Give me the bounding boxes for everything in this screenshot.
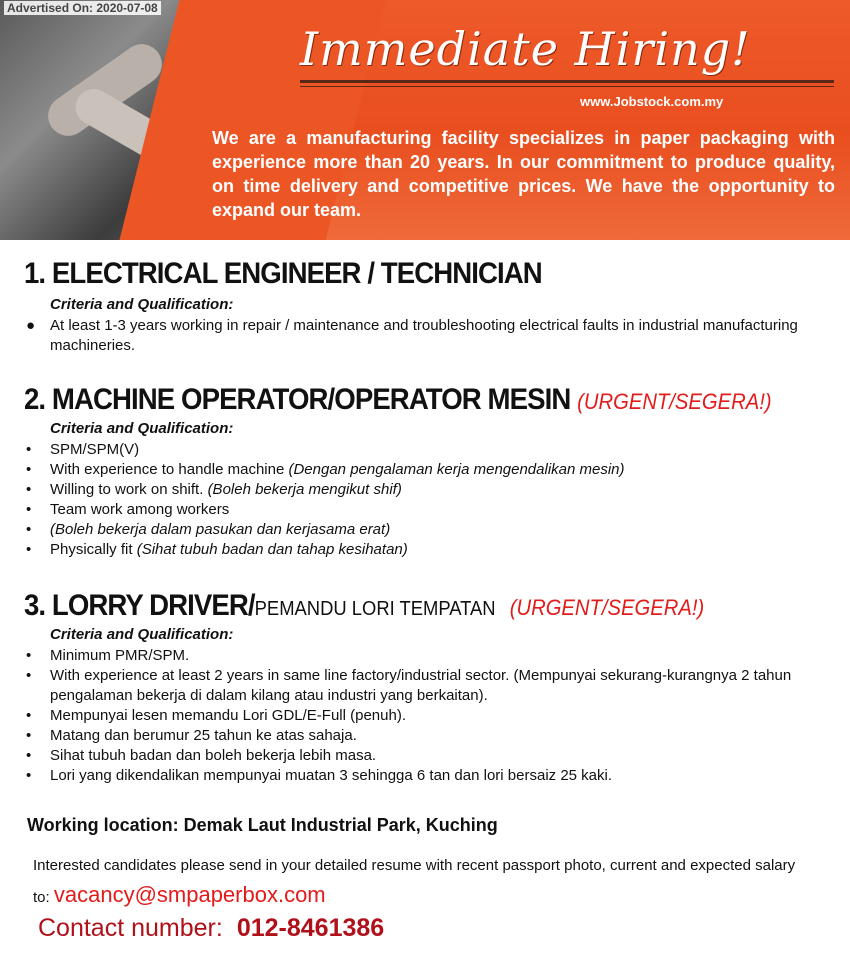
email-link[interactable]: vacancy@smpaperbox.com	[53, 882, 326, 907]
list-item	[24, 460, 839, 480]
job-title-text: 2. MACHINE OPERATOR/OPERATOR MESIN	[24, 383, 571, 416]
item-text-malay: (Dengan pengalaman kerja mengendalikan mesin)	[288, 461, 625, 478]
item-text: At least 1-3 years working in repair / maintenance and troubleshooting electrical faults in industrial manufacturing machineries.	[50, 317, 798, 354]
list-item	[24, 480, 839, 500]
bullet-icon: •	[26, 541, 32, 558]
bullet-icon: ●	[26, 317, 36, 334]
list-item	[24, 746, 839, 766]
item-text-malay: (Boleh bekerja dalam pasukan dan kerjasama erat)	[50, 521, 391, 538]
job-title-text: 3. LORRY DRIVER/	[24, 589, 255, 622]
criteria-label: Criteria and Qualification:	[50, 420, 234, 437]
item-text-malay: (Boleh bekerja mengikut shif)	[207, 481, 402, 498]
bullet-icon: •	[26, 521, 32, 538]
item-text-malay: (Sihat tubuh badan dan tahap kesihatan)	[136, 541, 408, 558]
bullet-icon: •	[26, 707, 32, 724]
instructions-text: Interested candidates please send in your detailed resume with recent passport photo, current and expected salary to:	[33, 857, 796, 906]
item-text: Lori yang dikendalikan mempunyai muatan 3 sehingga 6 tan dan lori bersaiz 25 kaki.	[50, 767, 613, 784]
headline: Immediate Hiring!	[300, 22, 751, 76]
item-text: Minimum PMR/SPM.	[50, 647, 190, 664]
list-item	[24, 666, 839, 706]
list-item	[24, 440, 839, 460]
job-title-3	[24, 589, 704, 623]
contact-label: Contact number:	[38, 914, 223, 942]
list-item	[24, 766, 839, 786]
working-location: Working location: Demak Laut Industrial Park, Kuching	[27, 815, 498, 835]
urgent-badge: (URGENT/SEGERA!)	[509, 595, 705, 620]
list-item	[24, 540, 839, 560]
criteria-label: Criteria and Qualification:	[50, 626, 234, 643]
bullet-icon: •	[26, 441, 32, 458]
list-item	[24, 520, 839, 540]
job-title-1	[24, 257, 542, 291]
list-item	[24, 316, 839, 356]
website-link[interactable]: www.Jobstock.com.my	[580, 94, 724, 109]
job-title-malay: PEMANDU LORI TEMPATAN	[254, 598, 496, 620]
item-text: Physically fit	[50, 541, 137, 558]
company-intro: We are a manufacturing facility specializes in paper packaging with experience more than 20 years. In our commitment to produce quality, on time delivery and competitive prices. We have the opportunity to expand our team.	[212, 128, 835, 220]
job-2-criteria	[24, 440, 839, 560]
item-text: Willing to work on shift.	[50, 481, 208, 498]
list-item	[24, 646, 839, 666]
urgent-badge: (URGENT/SEGERA!)	[577, 389, 772, 414]
header-banner	[0, 0, 850, 240]
bullet-icon: •	[26, 481, 32, 498]
headline-rule-thin	[300, 86, 834, 87]
item-text: SPM/SPM(V)	[50, 441, 140, 458]
contact-number[interactable]: 012-8461386	[236, 914, 385, 942]
handshake-photo	[0, 0, 240, 240]
bullet-icon: •	[26, 461, 32, 478]
item-text: Sihat tubuh badan dan boleh bekerja lebih masa.	[50, 747, 377, 764]
bullet-icon: •	[26, 727, 32, 744]
criteria-label: Criteria and Qualification:	[50, 296, 234, 313]
item-text: With experience at least 2 years in same line factory/industrial sector. (Mempunyai sekurang-kurangnya 2 tahun pengalaman bekerja di dalam kilang atau industri yang berkaitan).	[50, 667, 792, 704]
bullet-icon: •	[26, 767, 32, 784]
application-instructions	[33, 851, 813, 912]
bullet-icon: •	[26, 667, 32, 684]
bullet-icon: •	[26, 747, 32, 764]
job-3-criteria	[24, 646, 839, 786]
list-item	[24, 500, 839, 520]
bullet-icon: •	[26, 501, 32, 518]
contact-line	[38, 914, 384, 943]
job-1-criteria	[24, 316, 839, 356]
list-item	[24, 706, 839, 726]
advertised-date: Advertised On: 2020-07-08	[4, 1, 161, 15]
job-title-text: 1. ELECTRICAL ENGINEER / TECHNICIAN	[24, 257, 542, 290]
bullet-icon: •	[26, 647, 32, 664]
job-title-2	[24, 383, 772, 417]
headline-rule	[300, 80, 834, 83]
item-text: With experience to handle machine	[50, 461, 289, 478]
item-text: Mempunyai lesen memandu Lori GDL/E-Full (penuh).	[50, 707, 406, 724]
item-text: Team work among workers	[50, 501, 230, 518]
item-text: Matang dan berumur 25 tahun ke atas sahaja.	[50, 727, 357, 744]
list-item	[24, 726, 839, 746]
